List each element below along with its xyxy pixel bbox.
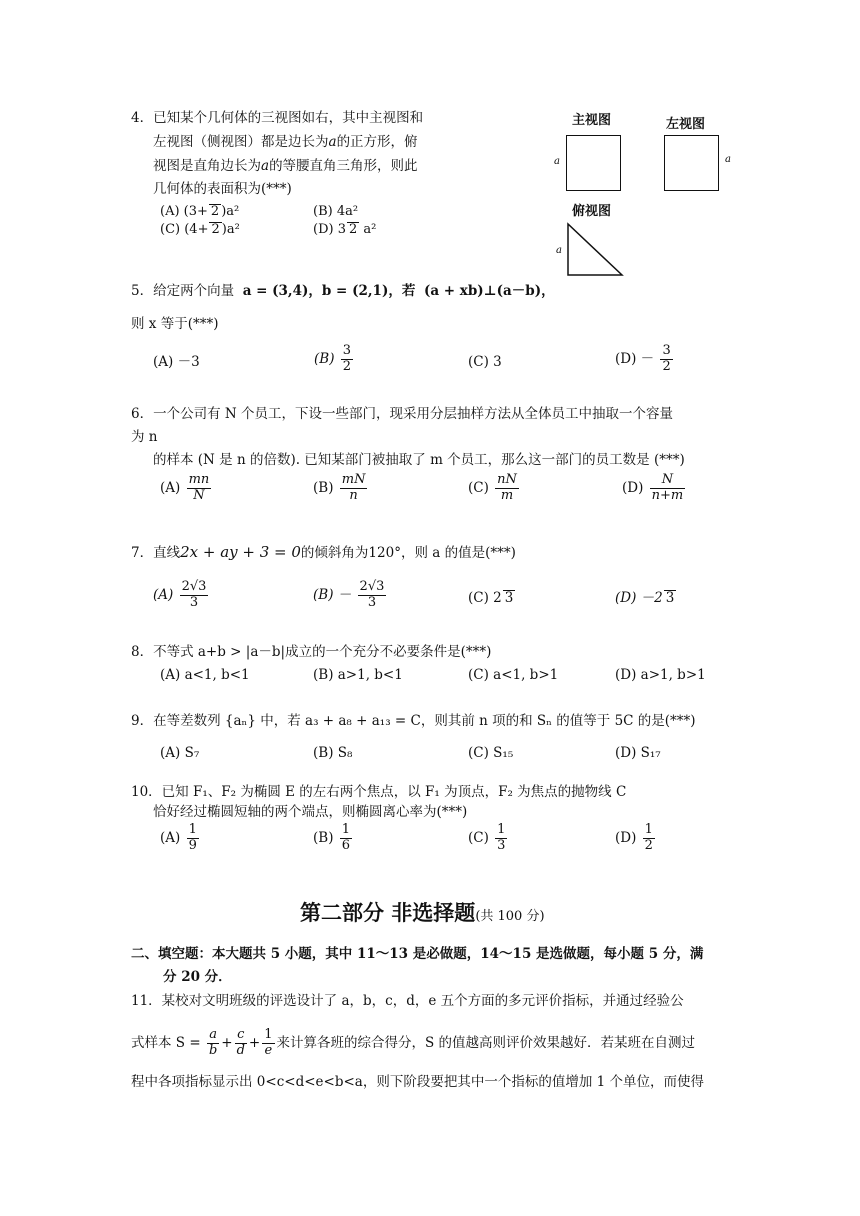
front-view-square xyxy=(566,135,621,191)
q10-option-c: (C) $\frac{1}{3}$ xyxy=(468,822,506,853)
q6-line2: 为 n xyxy=(131,429,158,445)
front-view-side-label: a xyxy=(554,156,560,167)
q4-option-a: (A) (3+ 2 )a² xyxy=(160,204,240,219)
q7-option-a: (A) $\frac{2√3}{3}$ xyxy=(153,579,207,610)
section2-line1: 二、填空题：本大题共 5 小题，其中 11～13 是必做题，14～15 是选做题，每小题 5 分，满 xyxy=(131,946,704,962)
q10-line2: 恰好经过椭圆短轴的两个端点，则椭圆离心率为(***) xyxy=(153,804,468,820)
q9-option-a: (A) S₇ xyxy=(160,745,200,761)
q4-option-d: (D) 3 2 a² xyxy=(313,222,377,237)
top-view-triangle xyxy=(566,222,626,278)
q6-option-a: (A) $\frac{mn}{N}$ xyxy=(160,472,210,503)
q7-option-b: (B) － $\frac{2√3}{3}$ xyxy=(313,579,385,610)
top-view-label: 俯视图 xyxy=(572,204,612,219)
q6-line1: 6．一个公司有 N 个员工，下设一些部门，现采用分层抽样方法从全体员工中抽取一个容量 xyxy=(131,406,673,422)
q8-option-d: (D) a>1, b>1 xyxy=(615,667,706,683)
q4-line4: 几何体的表面积为(***) xyxy=(153,181,292,197)
q4-option-b: (B) 4a² xyxy=(313,204,359,219)
q10-option-a: (A) $\frac{1}{9}$ xyxy=(160,822,197,853)
left-view-side-label: a xyxy=(725,154,731,165)
q5-line1: 5．给定两个向量 a = (3,4)，b = (2,1)，若 (a + xb)⊥(a－b)， xyxy=(131,283,555,299)
q7-option-d: (D) －2 3 xyxy=(615,590,675,606)
q5-option-c: (C) 3 xyxy=(468,354,502,370)
q8-line1: 8．不等式 a+b > |a－b|成立的一个充分不必要条件是(***) xyxy=(131,644,492,660)
q10-option-b: (B) $\frac{1}{6}$ xyxy=(313,822,351,853)
q7-line1: 7．直线2x + ay + 3 = 0的倾斜角为120°，则 a 的值是(***) xyxy=(131,543,516,561)
q8-option-a: (A) a<1, b<1 xyxy=(160,667,250,683)
q11-line3: 程中各项指标显示出 0<c<d<e<b<a，则下阶段要把其中一个指标的值增加 1 个单位，而使得 xyxy=(131,1074,704,1090)
q8-option-c: (C) a<1, b>1 xyxy=(468,667,559,683)
section2-line2: 分 20 分． xyxy=(163,969,232,985)
q9-option-c: (C) S₁₅ xyxy=(468,745,514,761)
q7-option-c: (C) 2 3 xyxy=(468,590,514,606)
q4-line2: 左视图（侧视图）都是边长为a的正方形，俯 xyxy=(153,134,418,150)
q9-line1: 9．在等差数列 {aₙ} 中，若 a₃ + a₈ + a₁₃ = C，则其前 n 项的和 Sₙ 的值等于 5C 的是(***) xyxy=(131,713,696,729)
left-view-square xyxy=(664,135,719,191)
front-view-label: 主视图 xyxy=(572,113,612,128)
q10-option-d: (D) $\frac{1}{2}$ xyxy=(615,822,653,853)
q6-option-d: (D) $\frac{N}{n+m}$ xyxy=(622,472,684,503)
q4-line3: 视图是直角边长为a的等腰直角三角形，则此 xyxy=(153,158,418,174)
q9-option-d: (D) S₁₇ xyxy=(615,745,661,761)
q6-option-b: (B) $\frac{mN}{n}$ xyxy=(313,472,366,503)
q6-line3: 的样本 (N 是 n 的倍数). 已知某部门被抽取了 m 个员工，那么这一部门的员工数是 (***) xyxy=(153,452,685,468)
q8-option-b: (B) a>1, b<1 xyxy=(313,667,403,683)
top-view-side-label: a xyxy=(556,245,562,256)
q4-option-c: (C) (4+ 2 )a² xyxy=(160,222,240,237)
q5-option-a: (A) －3 xyxy=(153,354,200,370)
q5-option-d: (D) － $\frac{3}{2}$ xyxy=(615,343,671,374)
q6-option-c: (C) $\frac{nN}{m}$ xyxy=(468,472,517,503)
left-view-label: 左视图 xyxy=(666,117,706,132)
q5-line2: 则 x 等于(***) xyxy=(131,316,219,332)
q5-option-b: (B) $\frac{3}{2}$ xyxy=(314,343,352,374)
q11-line2: 式样本 S = $\frac{a}{b}$ + $\frac{c}{d}$ + $\frac{1}{e}$ 来计算各班的综合得分，S 的值越高则评价效果越好．若某班在自测过 xyxy=(131,1027,696,1058)
q4-line1: 4．已知某个几何体的三视图如右，其中主视图和 xyxy=(131,110,424,126)
q9-option-b: (B) S₈ xyxy=(313,745,353,761)
q11-line1: 11．某校对文明班级的评选设计了 a，b，c，d，e 五个方面的多元评价指标，并通过经验公 xyxy=(131,993,684,1009)
part2-title: 第二部分 非选择题(共 100 分) xyxy=(300,901,545,925)
q10-line1: 10．已知 F₁、F₂ 为椭圆 E 的左右两个焦点，以 F₁ 为顶点，F₂ 为焦点的抛物线 C xyxy=(131,784,627,800)
